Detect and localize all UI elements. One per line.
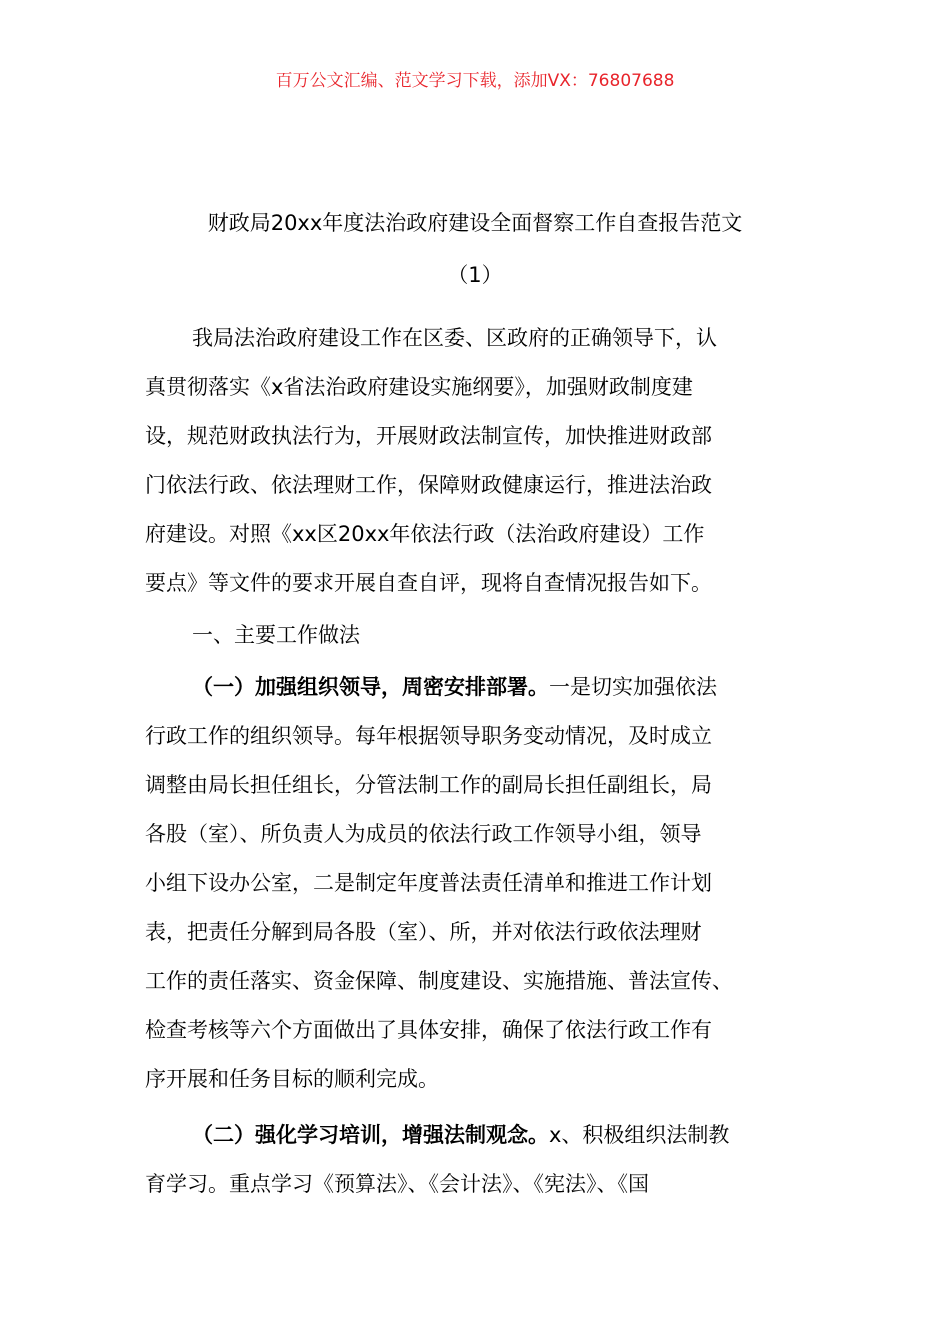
subsection-text: 一是切实加强依法	[549, 675, 717, 699]
banner-text: 百万公文汇编、范文学习下载，添加VX：76807688	[275, 71, 675, 91]
section-heading: 一、主要工作做法	[192, 623, 360, 647]
document-title-number: （1）	[447, 263, 503, 287]
paragraph-line: 序开展和任务目标的顺利完成。	[145, 1067, 439, 1091]
paragraph-line: 工作的责任落实、资金保障、制度建设、实施措施、普法宣传、	[145, 969, 733, 993]
paragraph-line: 真贯彻落实《x省法治政府建设实施纲要》，加强财政制度建	[145, 375, 693, 399]
paragraph-line: 育学习。重点学习《预算法》、《会计法》、《宪法》、《国	[145, 1172, 649, 1196]
document-title: 财政局20xx年度法治政府建设全面督察工作自查报告范文	[207, 211, 743, 235]
subsection-first-line	[192, 1120, 825, 1150]
paragraph-line: 调整由局长担任组长，分管法制工作的副局长担任副组长，局	[145, 773, 712, 797]
paragraph-line: 小组下设办公室，二是制定年度普法责任清单和推进工作计划	[145, 871, 712, 895]
paragraph-line: 行政工作的组织领导。每年根据领导职务变动情况，及时成立	[145, 724, 712, 748]
paragraph-line: 检查考核等六个方面做出了具体安排，确保了依法行政工作有	[145, 1018, 712, 1042]
paragraph-line: 设，规范财政执法行为，开展财政法制宣传，加快推进财政部	[145, 424, 712, 448]
paragraph-line: 我局法治政府建设工作在区委、区政府的正确领导下，认	[192, 326, 717, 350]
paragraph-line: 门依法行政、依法理财工作，保障财政健康运行，推进法治政	[145, 473, 712, 497]
paragraph-line: 表，把责任分解到局各股（室）、所，并对依法行政依法理财	[145, 920, 702, 944]
paragraph-line: 要点》等文件的要求开展自查自评，现将自查情况报告如下。	[145, 571, 712, 595]
paragraph-line: 府建设。对照《xx区20xx年依法行政（法治政府建设）工作	[145, 522, 705, 546]
subsection-text: x、积极组织法制教	[549, 1123, 730, 1147]
header-banner	[0, 66, 950, 96]
subsection-heading: （二）强化学习培训，增强法制观念。	[192, 1123, 549, 1147]
paragraph-line: 各股（室）、所负责人为成员的依法行政工作领导小组，领导	[145, 822, 702, 846]
subsection-first-line	[192, 672, 825, 702]
subsection-heading: （一）加强组织领导，周密安排部署。	[192, 675, 549, 699]
